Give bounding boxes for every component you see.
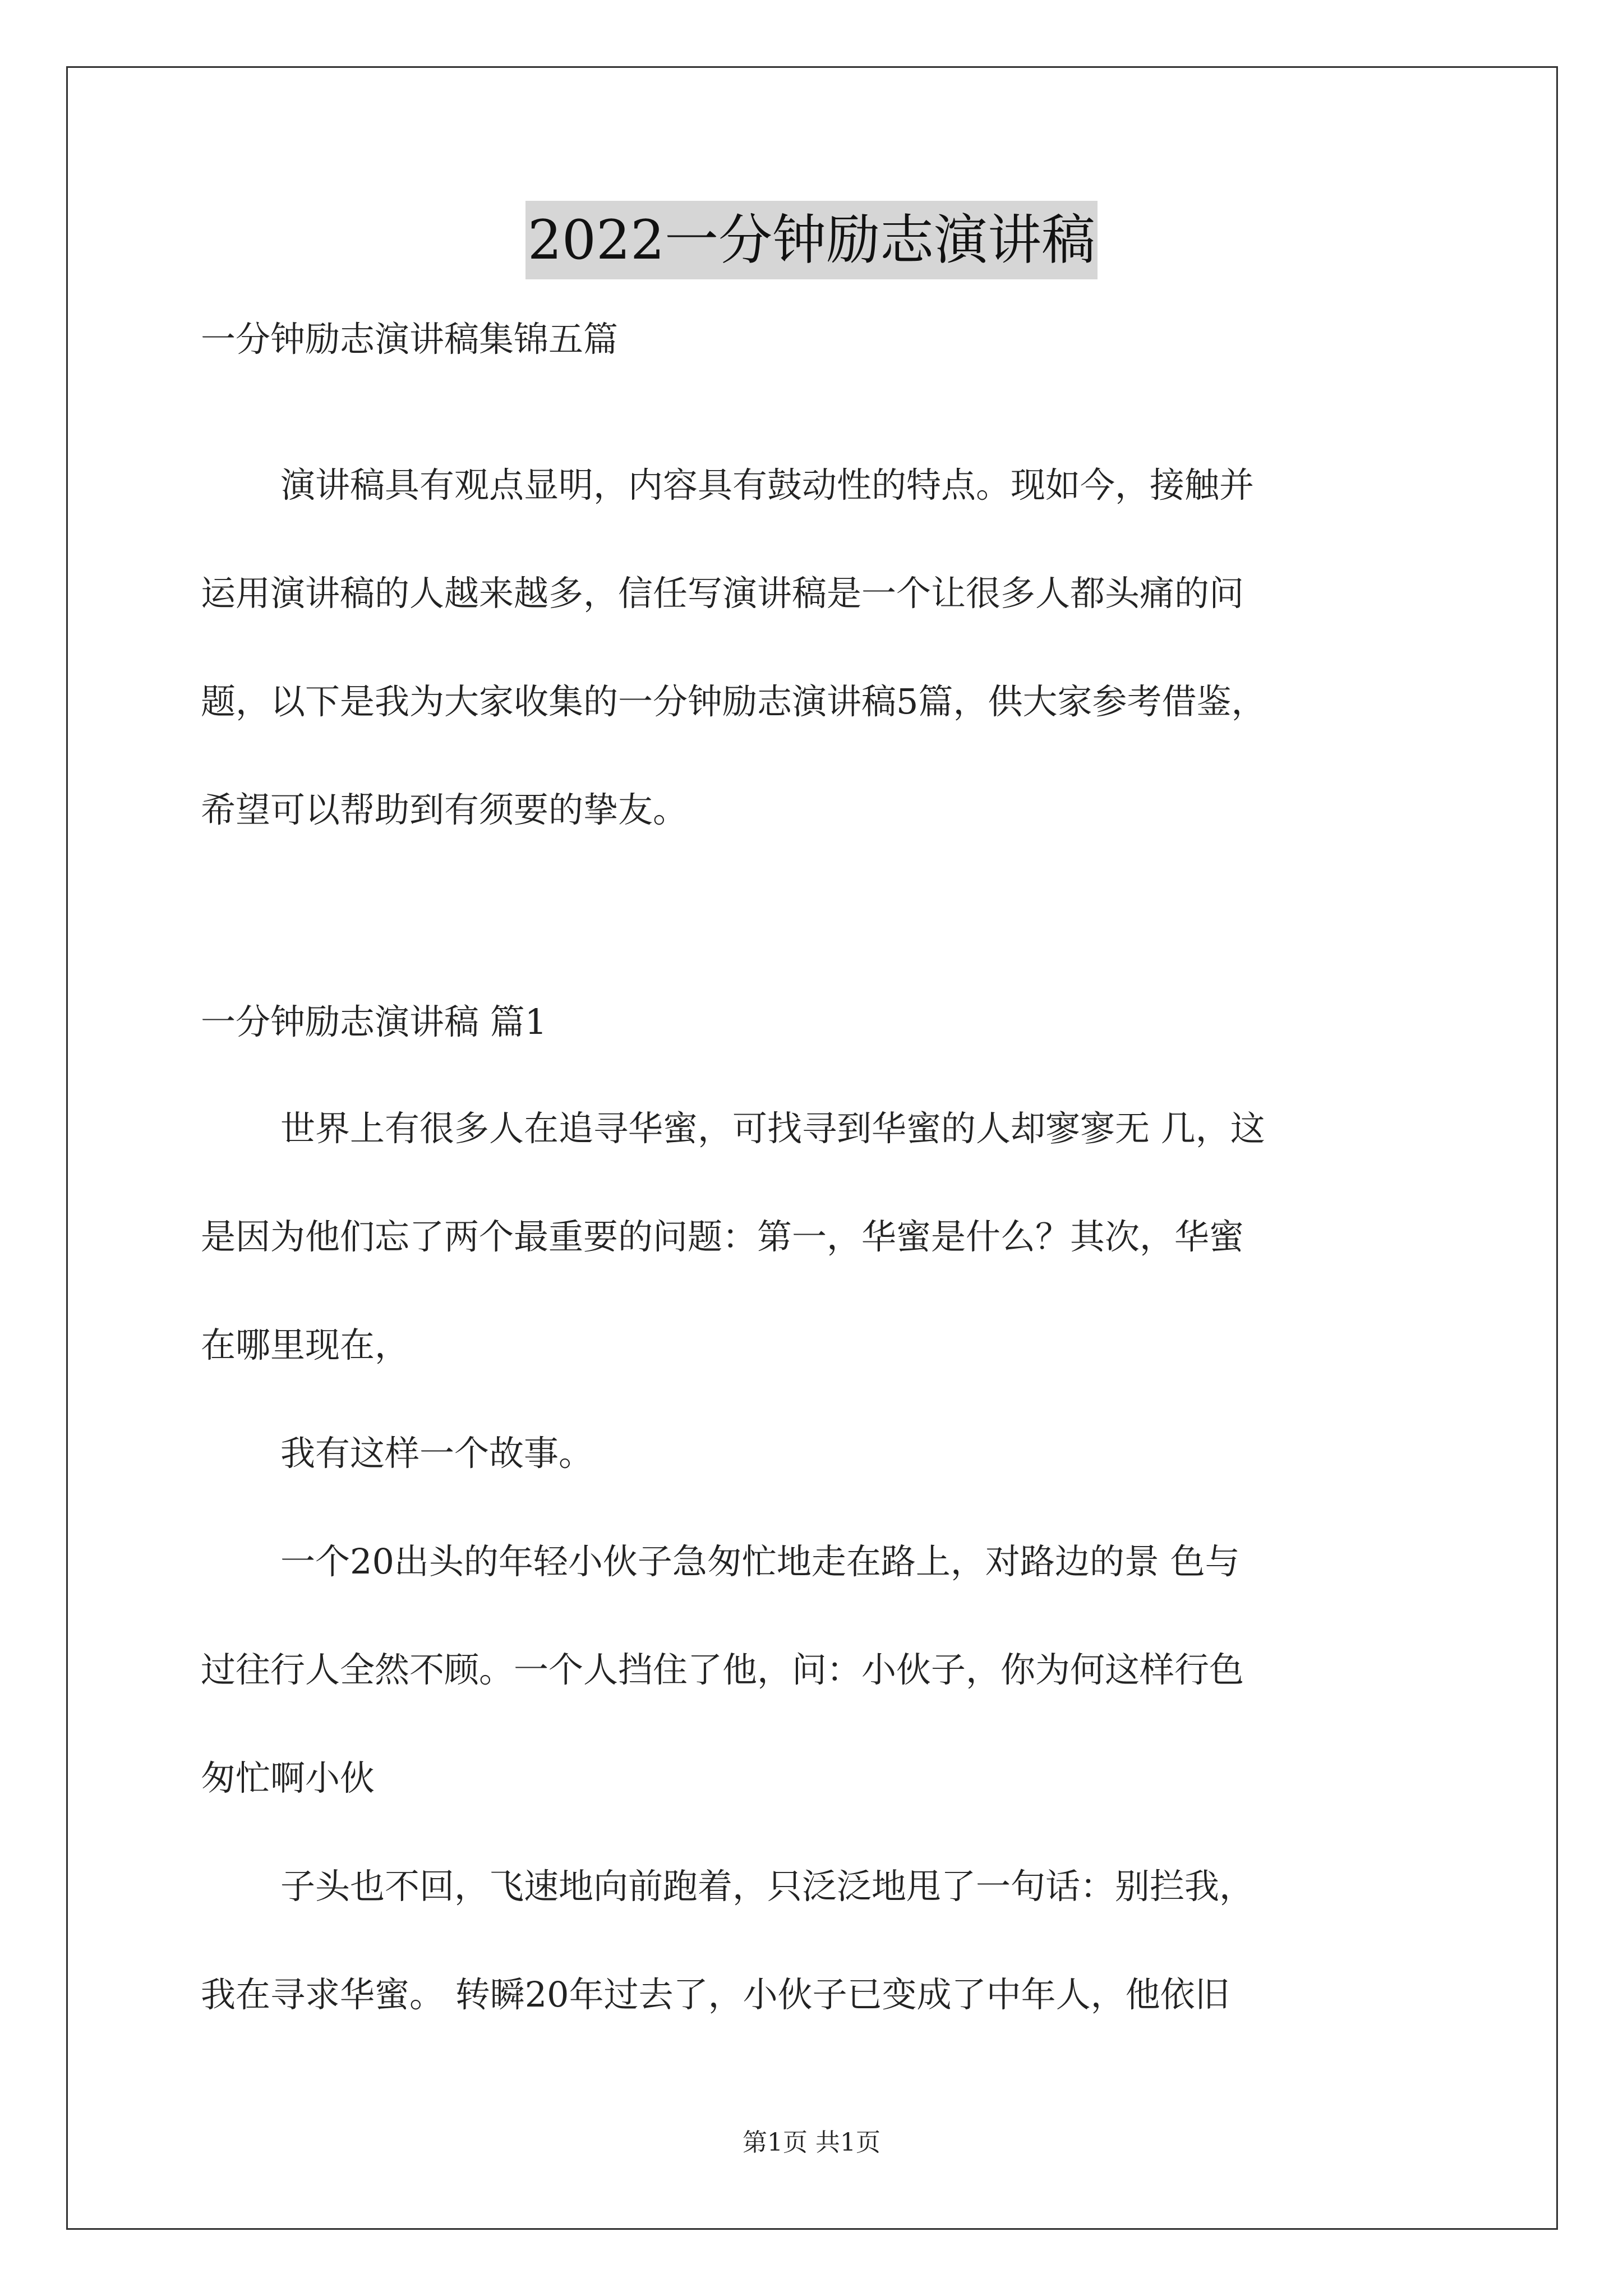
page-footer: 第1页 共1页 — [743, 2128, 880, 2157]
intro-paragraph-line: 演讲稿具有观点显明，内容具有鼓动性的特点。现如今，接触并 — [280, 464, 1255, 505]
body-paragraph-line: 我有这样一个故事。 — [280, 1433, 594, 1474]
intro-paragraph-line: 题，以下是我为大家收集的一分钟励志演讲稿5篇，供大家参考借鉴， — [201, 681, 1266, 722]
intro-paragraph-line: 运用演讲稿的人越来越多，信任写演讲稿是一个让很多人都头痛的问 — [201, 573, 1244, 614]
body-paragraph-line: 子头也不回，飞速地向前跑着，只泛泛地甩了一句话：别拦我， — [280, 1866, 1255, 1907]
body-paragraph-line: 一个20出头的年轻小伙子急匆忙地走在路上，对路边的景 色与 — [280, 1541, 1240, 1582]
section-heading: 一分钟励志演讲稿 篇1 — [201, 1001, 547, 1042]
title-container — [0, 201, 1623, 279]
body-paragraph-line: 过往行人全然不顾。一个人挡住了他，问：小伙子，你为何这样行色 — [201, 1649, 1244, 1690]
body-paragraph-line: 匆忙啊小伙 — [201, 1757, 375, 1798]
body-paragraph-line: 我在寻求华蜜。 转瞬20年过去了，小伙子已变成了中年人，他依旧 — [201, 1974, 1230, 2015]
body-paragraph-line: 是因为他们忘了两个最重要的问题：第一，华蜜是什么？其次，华蜜 — [201, 1216, 1244, 1257]
body-paragraph-line: 在哪里现在， — [201, 1324, 410, 1365]
intro-paragraph-line: 希望可以帮助到有须要的挚友。 — [201, 789, 688, 830]
body-paragraph-line: 世界上有很多人在追寻华蜜，可找寻到华蜜的人却寥寥无 几，这 — [280, 1108, 1265, 1149]
document-title: 2022一分钟励志演讲稿 — [525, 201, 1098, 279]
document-subtitle: 一分钟励志演讲稿集锦五篇 — [201, 319, 619, 360]
